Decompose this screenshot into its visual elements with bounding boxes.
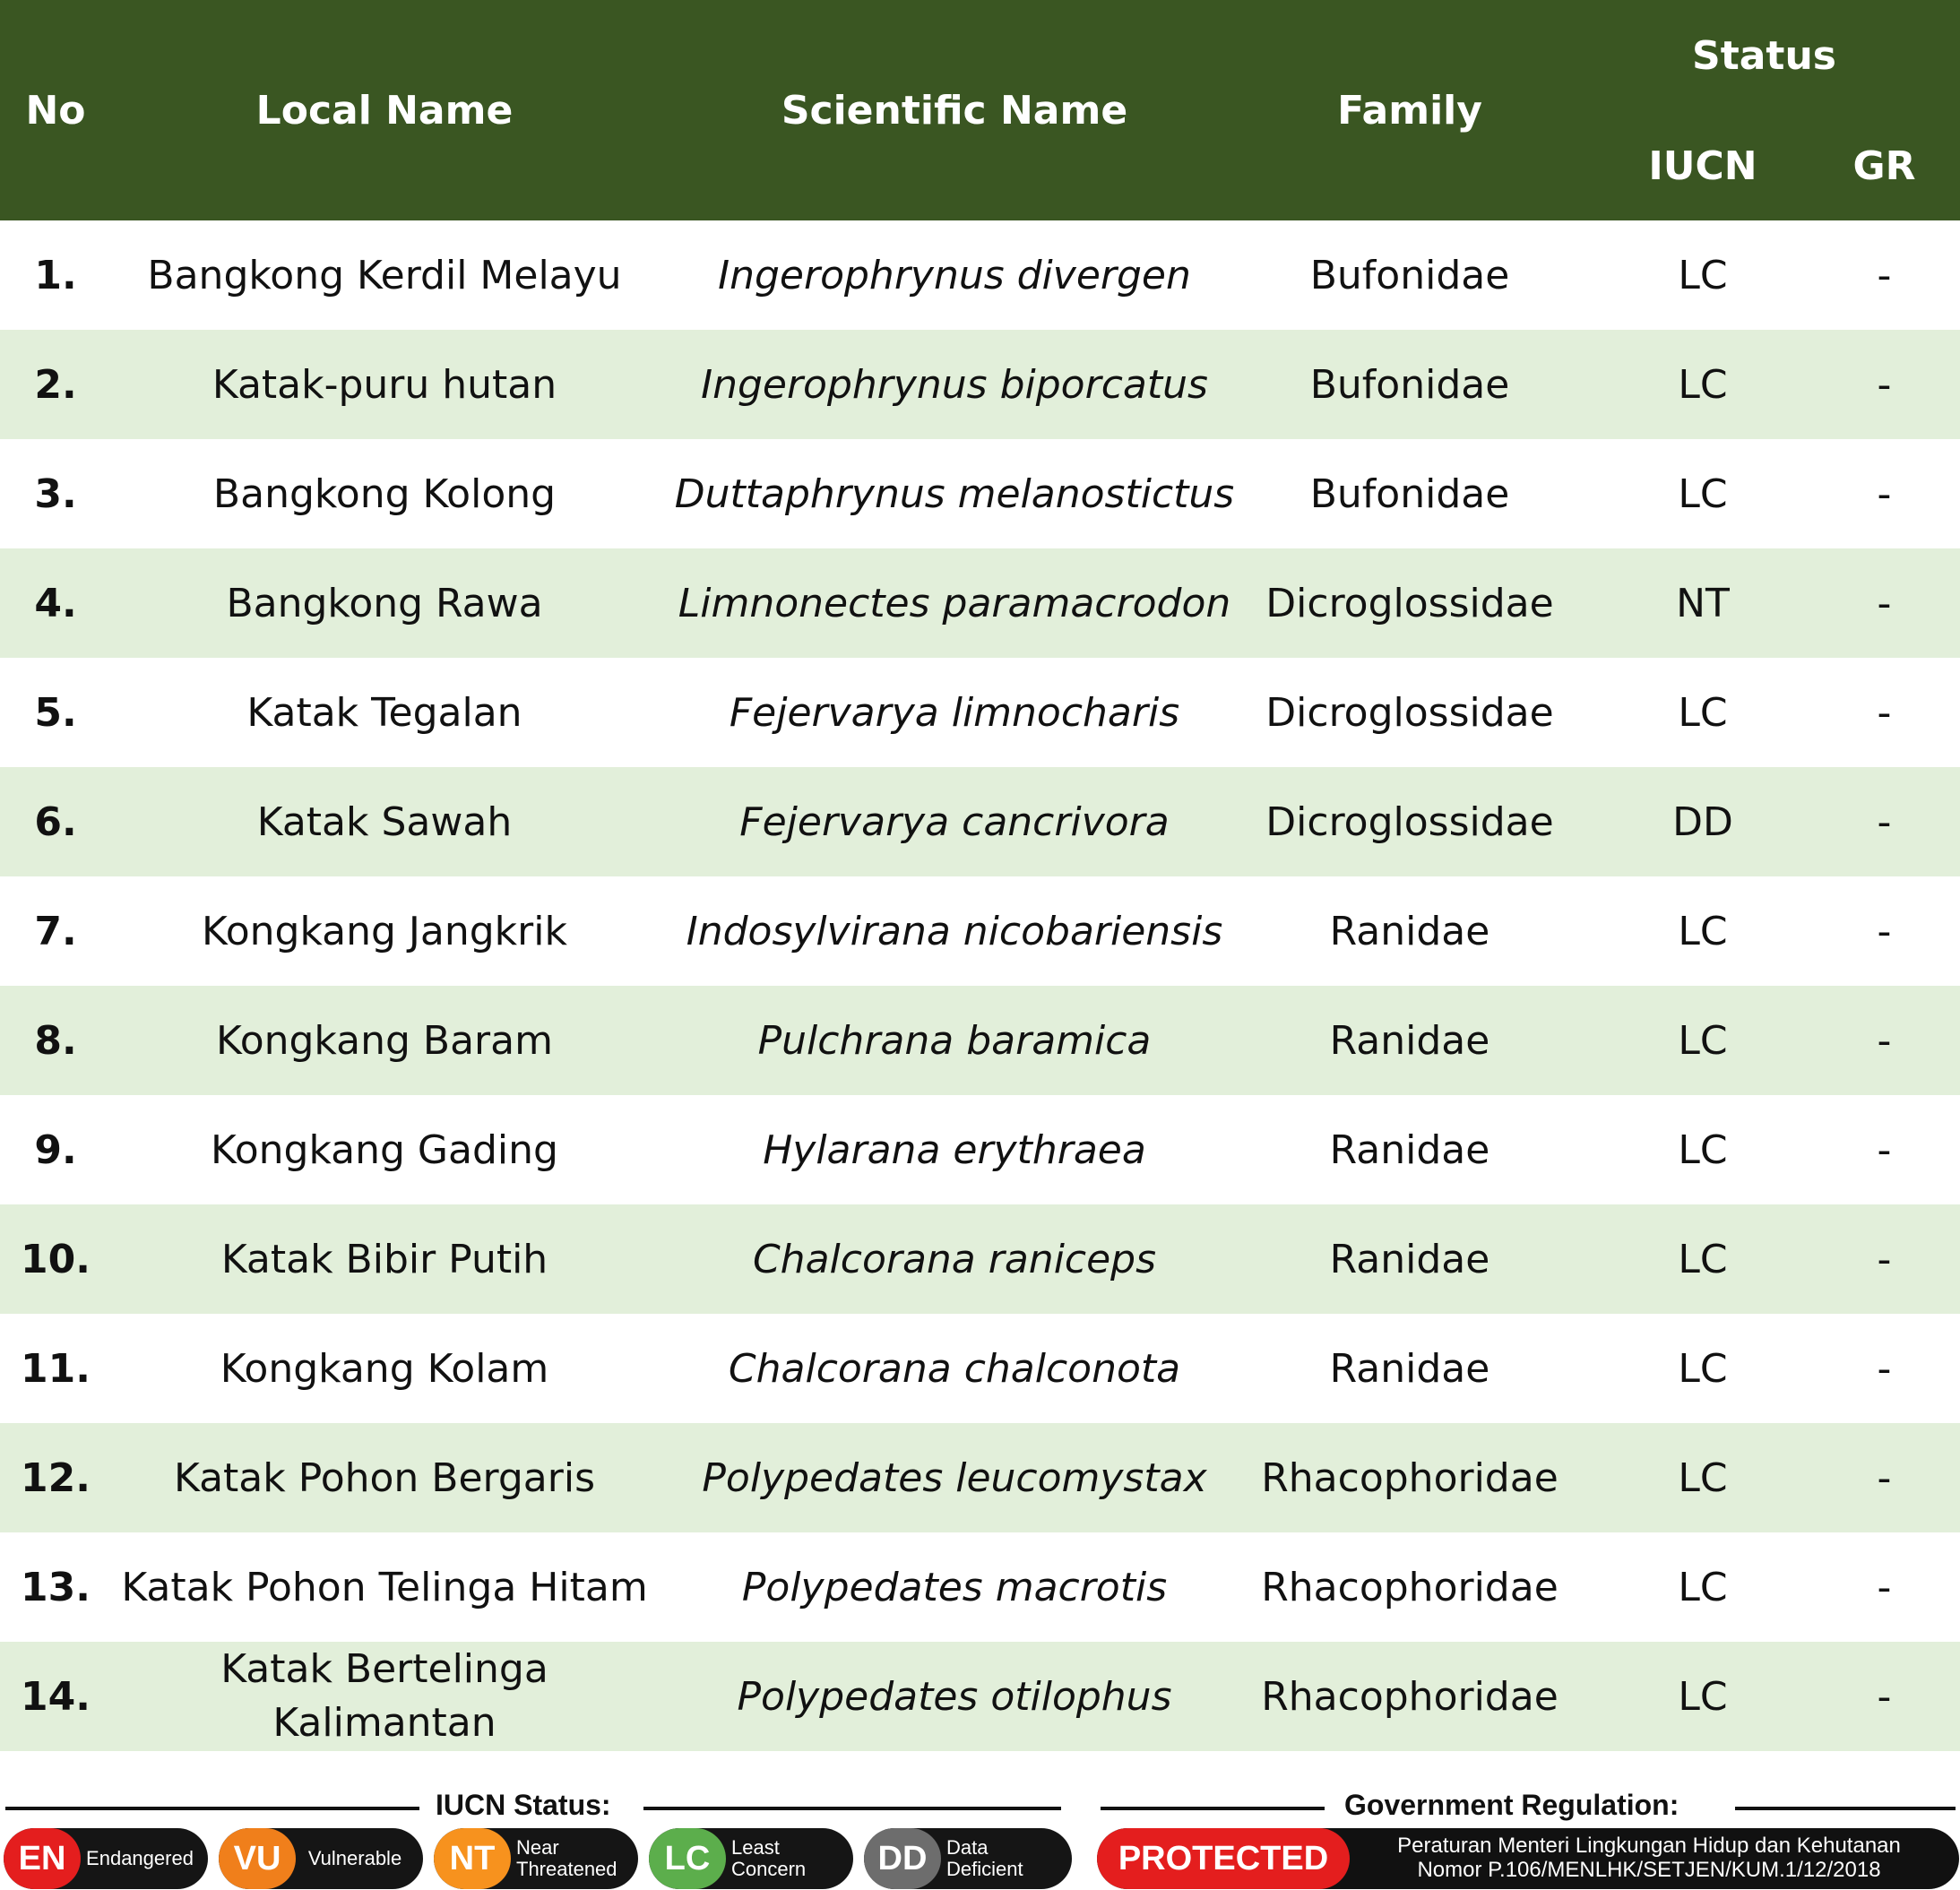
cell-scientific-name: Chalcorana chalconota <box>728 1345 1181 1392</box>
iucn-legend-item <box>4 1828 208 1889</box>
table-body <box>0 220 1960 1751</box>
iucn-code-label: Data Deficient <box>946 1836 1023 1880</box>
cell-scientific-name: Ingerophrynus divergen <box>718 252 1191 298</box>
cell-family: Bufonidae <box>1309 361 1510 408</box>
cell-scientific-name: Limnonectes paramacrodon <box>678 580 1231 626</box>
iucn-code-badge: EN <box>4 1828 81 1889</box>
cell-no: 13. <box>21 1564 91 1610</box>
header-status: Status <box>1692 33 1836 79</box>
table-row <box>0 876 1960 986</box>
cell-gr: - <box>1877 580 1892 626</box>
cell-no: 2. <box>34 361 77 408</box>
cell-scientific-name: Polypedates leucomystax <box>702 1454 1207 1501</box>
legend-rule-mid <box>643 1807 1061 1810</box>
iucn-code-label: Endangered <box>86 1847 194 1869</box>
cell-family: Ranidae <box>1329 1345 1490 1392</box>
cell-iucn: LC <box>1678 908 1728 954</box>
cell-no: 1. <box>34 252 77 298</box>
cell-iucn: LC <box>1678 1236 1728 1282</box>
cell-family: Dicroglossidae <box>1265 798 1554 845</box>
table-row <box>0 1095 1960 1204</box>
cell-iucn: LC <box>1678 1673 1728 1720</box>
cell-iucn: LC <box>1678 1564 1728 1610</box>
cell-family: Rhacophoridae <box>1261 1454 1559 1501</box>
cell-gr: - <box>1877 1236 1892 1282</box>
cell-family: Dicroglossidae <box>1265 689 1554 736</box>
table-row <box>0 1642 1960 1751</box>
header-no: No <box>25 88 86 134</box>
iucn-code-label: Least Concern <box>731 1836 807 1880</box>
cell-local-name: Katak Bertelinga Kalimantan <box>220 1646 548 1746</box>
cell-no: 14. <box>21 1673 91 1720</box>
cell-no: 4. <box>34 580 77 626</box>
cell-scientific-name: Fejervarya limnocharis <box>729 689 1180 736</box>
cell-local-name: Kongkang Jangkrik <box>202 908 567 954</box>
cell-local-name: Kongkang Baram <box>216 1017 553 1064</box>
cell-local-name: Kongkang Kolam <box>220 1345 549 1392</box>
cell-gr: - <box>1877 1454 1892 1501</box>
cell-gr: - <box>1877 1345 1892 1392</box>
cell-gr: - <box>1877 1564 1892 1610</box>
iucn-legend-item <box>434 1828 638 1889</box>
header-iucn: IUCN <box>1648 143 1757 189</box>
table-row <box>0 1314 1960 1423</box>
table-row <box>0 330 1960 439</box>
cell-local-name: Katak Pohon Telinga Hitam <box>121 1564 648 1610</box>
protected-regulation: Peraturan Menteri Lingkungan Hidup dan Kehutanan Nomor P.106/MENLHK/SETJEN/KUM.1/12/2018 <box>1397 1834 1901 1882</box>
legend-rule-gov-right <box>1735 1807 1956 1810</box>
iucn-legend-item <box>864 1828 1072 1889</box>
cell-family: Ranidae <box>1329 1017 1490 1064</box>
legend-rule-left <box>5 1807 419 1810</box>
cell-family: Ranidae <box>1329 1236 1490 1282</box>
cell-no: 6. <box>34 798 77 845</box>
table-row <box>0 220 1960 330</box>
table-row <box>0 986 1960 1095</box>
table-row <box>0 767 1960 876</box>
table-row <box>0 548 1960 658</box>
gov-legend-title: Government Regulation: <box>1344 1789 1679 1821</box>
cell-scientific-name: Indosylvirana nicobariensis <box>686 908 1223 954</box>
cell-scientific-name: Hylarana erythraea <box>763 1126 1146 1173</box>
cell-gr: - <box>1877 470 1892 517</box>
cell-iucn: DD <box>1672 798 1733 845</box>
cell-scientific-name: Pulchrana baramica <box>757 1017 1152 1064</box>
cell-family: Dicroglossidae <box>1265 580 1554 626</box>
cell-no: 5. <box>34 689 77 736</box>
protected-code: PROTECTED <box>1097 1828 1350 1889</box>
cell-family: Rhacophoridae <box>1261 1673 1559 1720</box>
header-gr: GR <box>1852 143 1916 189</box>
cell-iucn: NT <box>1676 580 1730 626</box>
iucn-code-label: Vulnerable <box>307 1847 402 1869</box>
iucn-legend-item <box>649 1828 853 1889</box>
cell-iucn: LC <box>1678 252 1728 298</box>
table-row <box>0 658 1960 767</box>
cell-no: 7. <box>34 908 77 954</box>
cell-no: 8. <box>34 1017 77 1064</box>
cell-scientific-name: Polypedates macrotis <box>741 1564 1168 1610</box>
cell-no: 10. <box>21 1236 91 1282</box>
iucn-code-badge: LC <box>649 1828 726 1889</box>
header-family: Family <box>1337 88 1482 134</box>
cell-local-name: Katak Bibir Putih <box>220 1236 548 1282</box>
header-scientific-name: Scientific Name <box>781 88 1128 134</box>
table-header <box>0 0 1960 220</box>
cell-scientific-name: Fejervarya cancrivora <box>739 798 1170 845</box>
legend <box>0 1782 1960 1890</box>
table-row <box>0 1423 1960 1532</box>
iucn-code-badge: DD <box>864 1828 941 1889</box>
cell-scientific-name: Duttaphrynus melanostictus <box>674 470 1235 517</box>
iucn-code-label: Near Threatened <box>516 1836 617 1880</box>
iucn-legend-item <box>219 1828 423 1889</box>
table-row <box>0 1532 1960 1642</box>
cell-no: 11. <box>21 1345 91 1392</box>
cell-gr: - <box>1877 1017 1892 1064</box>
cell-iucn: LC <box>1678 1345 1728 1392</box>
cell-local-name: Katak Sawah <box>256 798 513 845</box>
cell-local-name: Kongkang Gading <box>211 1126 558 1173</box>
cell-gr: - <box>1877 252 1892 298</box>
iucn-code-badge: VU <box>219 1828 296 1889</box>
cell-no: 12. <box>21 1454 91 1501</box>
cell-scientific-name: Ingerophrynus biporcatus <box>701 361 1208 408</box>
cell-gr: - <box>1877 361 1892 408</box>
cell-family: Ranidae <box>1329 1126 1490 1173</box>
cell-local-name: Bangkong Rawa <box>226 580 543 626</box>
cell-local-name: Katak Pohon Bergaris <box>174 1454 595 1501</box>
cell-iucn: LC <box>1678 689 1728 736</box>
cell-scientific-name: Chalcorana raniceps <box>752 1236 1157 1282</box>
cell-iucn: LC <box>1678 1017 1728 1064</box>
cell-local-name: Bangkong Kerdil Melayu <box>147 252 622 298</box>
cell-local-name: Katak Tegalan <box>246 689 522 736</box>
cell-gr: - <box>1877 908 1892 954</box>
cell-scientific-name: Polypedates otilophus <box>737 1673 1172 1720</box>
legend-rule-gov-left <box>1101 1807 1325 1810</box>
cell-iucn: LC <box>1678 361 1728 408</box>
cell-local-name: Katak-puru hutan <box>212 361 557 408</box>
cell-family: Bufonidae <box>1309 470 1510 517</box>
cell-gr: - <box>1877 689 1892 736</box>
iucn-legend-title: IUCN Status: <box>436 1789 611 1821</box>
cell-gr: - <box>1877 798 1892 845</box>
cell-no: 3. <box>34 470 77 517</box>
cell-gr: - <box>1877 1126 1892 1173</box>
table-row <box>0 439 1960 548</box>
cell-local-name: Bangkong Kolong <box>212 470 557 517</box>
table-row <box>0 1204 1960 1314</box>
cell-no: 9. <box>34 1126 77 1173</box>
cell-family: Rhacophoridae <box>1261 1564 1559 1610</box>
iucn-code-badge: NT <box>434 1828 511 1889</box>
cell-iucn: LC <box>1678 1454 1728 1501</box>
cell-gr: - <box>1877 1673 1892 1720</box>
protected-badge <box>1097 1828 1959 1889</box>
header-local-name: Local Name <box>255 88 514 134</box>
cell-family: Ranidae <box>1329 908 1490 954</box>
cell-iucn: LC <box>1678 470 1728 517</box>
cell-iucn: LC <box>1678 1126 1728 1173</box>
cell-family: Bufonidae <box>1309 252 1510 298</box>
